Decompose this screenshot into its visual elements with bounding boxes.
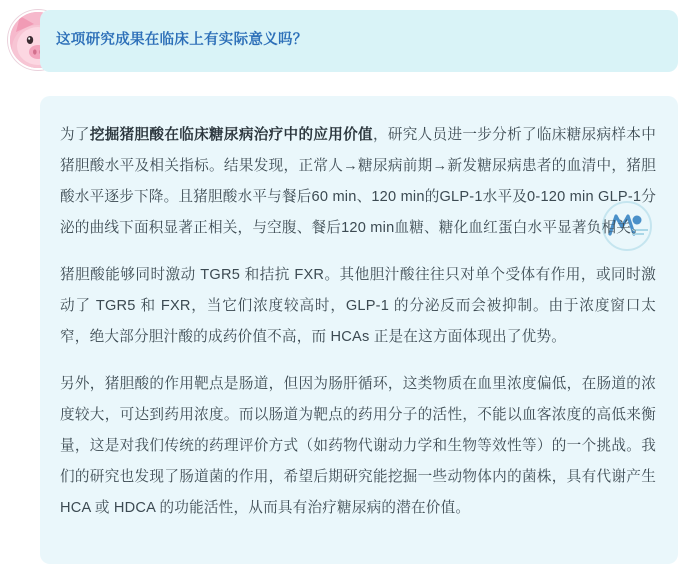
question-text: 这项研究成果在临床上有实际意义吗？ bbox=[56, 32, 308, 48]
question-block bbox=[40, 10, 678, 72]
paragraph-1-bold: 挖掘猪胆酸在临床糖尿病治疗中的应用价值 bbox=[89, 127, 373, 143]
paragraph-2: 猪胆酸能够同时激动 TGR5 和拮抗 FXR。其他胆汁酸往往只对单个受体有作用，或同时激动了 TGR5 和 FXR，当它们浓度较高时，GLP-1 的分泌反而会被抑制。由于浓度窗口太窄，绝大部分胆汁酸的成药价值不高，而 HCAs 正是在这方面体现出了优势。 bbox=[60, 267, 656, 345]
paragraph-1-rest: ，研究人员进一步分析了临床糖尿病样本中猪胆酸水平及相关指标。结果发现，正常人→糖尿病前期→新发糖尿病患者的血清中，猪胆酸水平逐步下降。且猪胆酸水平与餐后60 min、120 min的GLP-1水平及0-120 min GLP-1分泌的曲线下面积显著正相关，与空腹、餐后120 min血糖、糖化血红蛋白水平显著负相关。 bbox=[60, 127, 656, 236]
paragraph-3: 另外，猪胆酸的作用靶点是肠道，但因为肠肝循环，这类物质在血里浓度偏低，在肠道的浓度较大，可达到药用浓度。而以肠道为靶点的药用分子的活性，不能以血客浓度的高低来衡量，这是对我们传统的药理评价方式（如药物代谢动力学和生物等效性等）的一个挑战。我们的研究也发现了肠道菌的作用，希望后期研究能挖掘一些动物体内的菌株，具有代谢产生 HCA 或 HDCA 的功能活性，从而具有治疗糖尿病的潜在价值。 bbox=[60, 376, 656, 516]
paragraph-1-lead: 为了 bbox=[60, 127, 90, 143]
answer-body bbox=[60, 120, 656, 524]
answer-block bbox=[40, 96, 678, 564]
paragraph-1 bbox=[60, 120, 656, 244]
